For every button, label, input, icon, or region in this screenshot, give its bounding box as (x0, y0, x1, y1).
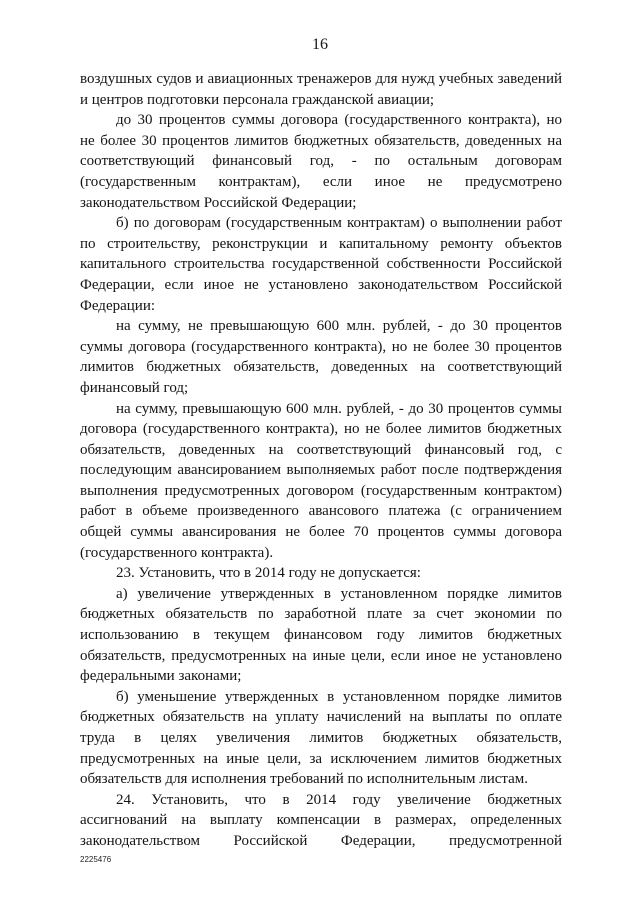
text-line: законодательством Российской Федерации; (80, 194, 357, 211)
text-line: Федерации, если иное не установлено законодательством Российской (80, 276, 562, 293)
text-line: законодательством Российской Федерации, предусмотренной (80, 832, 562, 849)
text-line: на сумму, не превышающую 600 млн. рублей, - до 30 процентов (116, 318, 562, 335)
text-line: бюджетных обязательств по заработной плате за счет экономии по (80, 606, 562, 623)
page-number: 16 (312, 36, 328, 53)
text-line: не более 30 процентов лимитов бюджетных обязательств, доведенных на (80, 132, 562, 149)
text-line: использованию в текущем финансовом году лимитов бюджетных (80, 627, 562, 644)
text-line: лимитов бюджетных обязательств, доведенных на соответствующий (80, 359, 562, 376)
text-line: обязательств для исполнения требований по исполнительным листам. (80, 771, 529, 788)
text-line: финансовый год; (80, 379, 189, 396)
document-body (80, 69, 562, 852)
text-line: последующим авансированием выполняемых работ после подтверждения (80, 462, 562, 479)
text-line: на сумму, превышающую 600 млн. рублей, - до 30 процентов суммы (116, 400, 562, 417)
text-line: воздушных судов и авиационных тренажеров для нужд учебных заведений (80, 71, 562, 87)
text-line: выполнения предусмотренных договором (государственным контрактом) (80, 482, 562, 499)
text-line: договора (государственного контракта), но не более лимитов бюджетных (80, 421, 562, 438)
text-line: федеральными законами; (80, 668, 242, 685)
text-line: ассигнований на выплату компенсации в размерах, определенных (80, 812, 562, 829)
text-line: работ в объеме произведенного авансового платежа (с ограничением (80, 503, 562, 520)
text-line: Федерации: (80, 297, 156, 314)
text-line: предусмотренных на иные цели, за исключением лимитов бюджетных (80, 750, 562, 767)
text-line: обязательств, доведенных на соответствующий финансовый год, с (80, 441, 562, 458)
text-line: труда в целях увеличения лимитов бюджетных обязательств, (80, 730, 562, 746)
text-line: а) увеличение утвержденных в установленном порядке лимитов (116, 585, 562, 602)
text-line: (государственным контрактам), если иное не предусмотрено (80, 173, 562, 190)
text-line: (государственного контракта). (80, 544, 274, 561)
text-line: обязательств, предусмотренных на иные цели, если иное не установлено (80, 647, 562, 664)
text-line: общей суммы авансирования не более 70 процентов суммы договора (80, 524, 562, 541)
text-line: и центров подготовки персонала гражданской авиации; (80, 91, 435, 108)
text-line: капитального строительства государственной собственности Российской (80, 256, 562, 273)
text-line: б) по договорам (государственным контрактам) о выполнении работ (116, 215, 562, 232)
document-code: 2225476 (80, 855, 112, 864)
text-line: соответствующий финансовый год, - по остальным договорам (80, 153, 562, 170)
text-line: по строительству, реконструкции и капитальному ремонту объектов (80, 235, 562, 252)
text-line: суммы договора (государственного контракта), но не более 30 процентов (80, 338, 562, 355)
text-line: до 30 процентов суммы договора (государственного контракта), но (116, 112, 562, 129)
text-line: бюджетных обязательств на уплату начислений на выплаты по оплате (80, 709, 562, 726)
text-line: 24. Установить, что в 2014 году увеличение бюджетных (116, 791, 562, 808)
text-line: 23. Установить, что в 2014 году не допускается: (116, 565, 421, 582)
text-line: б) уменьшение утвержденных в установленном порядке лимитов (116, 688, 562, 705)
